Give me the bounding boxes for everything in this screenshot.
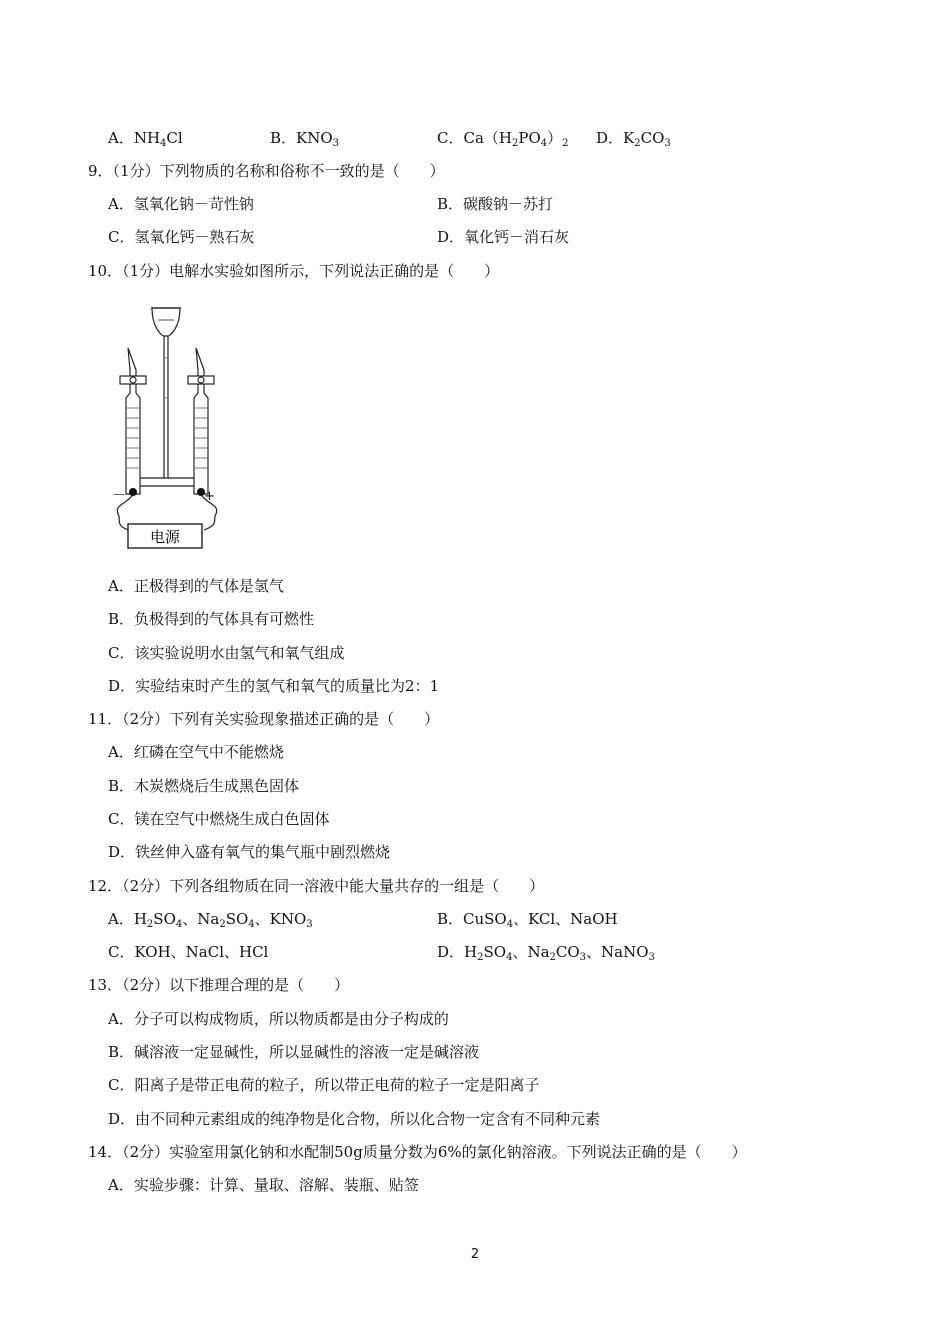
- q12-stem: 12．（2分）下列各组物质在同一溶液中能大量共存的一组是（ ）: [88, 877, 545, 895]
- q10-option-c: C．该实验说明水由氢气和氧气组成: [108, 644, 345, 662]
- q11-option-c: C．镁在空气中燃烧生成白色固体: [108, 810, 330, 828]
- q10-option-b: B．负极得到的气体具有可燃性: [108, 610, 315, 628]
- q11-option-a: A．红磷在空气中不能燃烧: [108, 743, 284, 761]
- q9-stem: 9．（1分）下列物质的名称和俗称不一致的是（ ）: [88, 162, 445, 180]
- page-number: 2: [470, 1247, 480, 1262]
- q12-option-d: D．$H_2SO_4$、$Na_2CO_3$、NaNO$_3$: [437, 943, 655, 963]
- q14-stem: 14．（2分）实验室用氯化钠和水配制50g质量分数为6%的氯化钠溶液。下列说法正确的是（ ）: [88, 1143, 747, 1161]
- q12-option-a: A．$H_2SO_4$、$Na_2SO_4$、$KNO_3$: [108, 910, 313, 930]
- left-tube: [126, 348, 140, 494]
- q9-option-b: B．碳酸钠－苏打: [437, 195, 554, 213]
- q12-option-b: B．CuSO$_4$、KCl、NaOH: [437, 910, 618, 930]
- reservoir-bulb: [152, 308, 180, 336]
- q10-option-d: D．实验结束时产生的氢气和氧气的质量比为2：1: [108, 677, 440, 695]
- q8-option-a: A．$NH_4Cl$: [108, 129, 183, 149]
- negative-terminal-label: －: [112, 488, 126, 504]
- q13-option-a: A．分子可以构成物质，所以物质都是由分子构成的: [108, 1010, 449, 1028]
- q13-option-d: D．由不同种元素组成的纯净物是化合物，所以化合物一定含有不同种元素: [108, 1110, 601, 1128]
- q9-option-c: C．氢氧化钙－熟石灰: [108, 228, 255, 246]
- q13-option-b: B．碱溶液一定显碱性，所以显碱性的溶液一定是碱溶液: [108, 1043, 480, 1061]
- q8-option-d: D．$K_2CO_3$: [596, 129, 671, 149]
- right-tube: [194, 348, 208, 494]
- q9-option-a: A．氢氧化钠－苛性钠: [108, 195, 254, 213]
- q14-option-a: A．实验步骤：计算、量取、溶解、装瓶、贴签: [108, 1176, 419, 1194]
- electrolysis-apparatus-figure: [108, 298, 228, 554]
- q10-option-a: A．正极得到的气体是氢气: [108, 577, 284, 595]
- power-source-label: 电源: [149, 528, 181, 546]
- q13-option-c: C．阳离子是带正电荷的粒子，所以带正电荷的粒子一定是阳离子: [108, 1076, 540, 1094]
- q11-option-b: B．木炭燃烧后生成黑色固体: [108, 777, 300, 795]
- positive-terminal-label: +: [204, 489, 215, 504]
- q13-stem: 13．（2分）以下推理合理的是（ ）: [88, 976, 350, 994]
- q11-option-d: D．铁丝伸入盛有氧气的集气瓶中剧烈燃烧: [108, 843, 391, 861]
- q11-stem: 11．（2分）下列有关实验现象描述正确的是（ ）: [88, 710, 440, 728]
- q9-option-d: D．氧化钙－消石灰: [437, 228, 570, 246]
- q10-stem: 10．（1分）电解水实验如图所示，下列说法正确的是（ ）: [88, 262, 500, 280]
- q8-option-c: C．$Ca(H_2PO_4)_2$: [437, 129, 569, 149]
- q12-option-c: C．KOH、NaCl、HCl: [108, 943, 269, 961]
- q8-option-b: B．$KNO_3$: [270, 129, 340, 149]
